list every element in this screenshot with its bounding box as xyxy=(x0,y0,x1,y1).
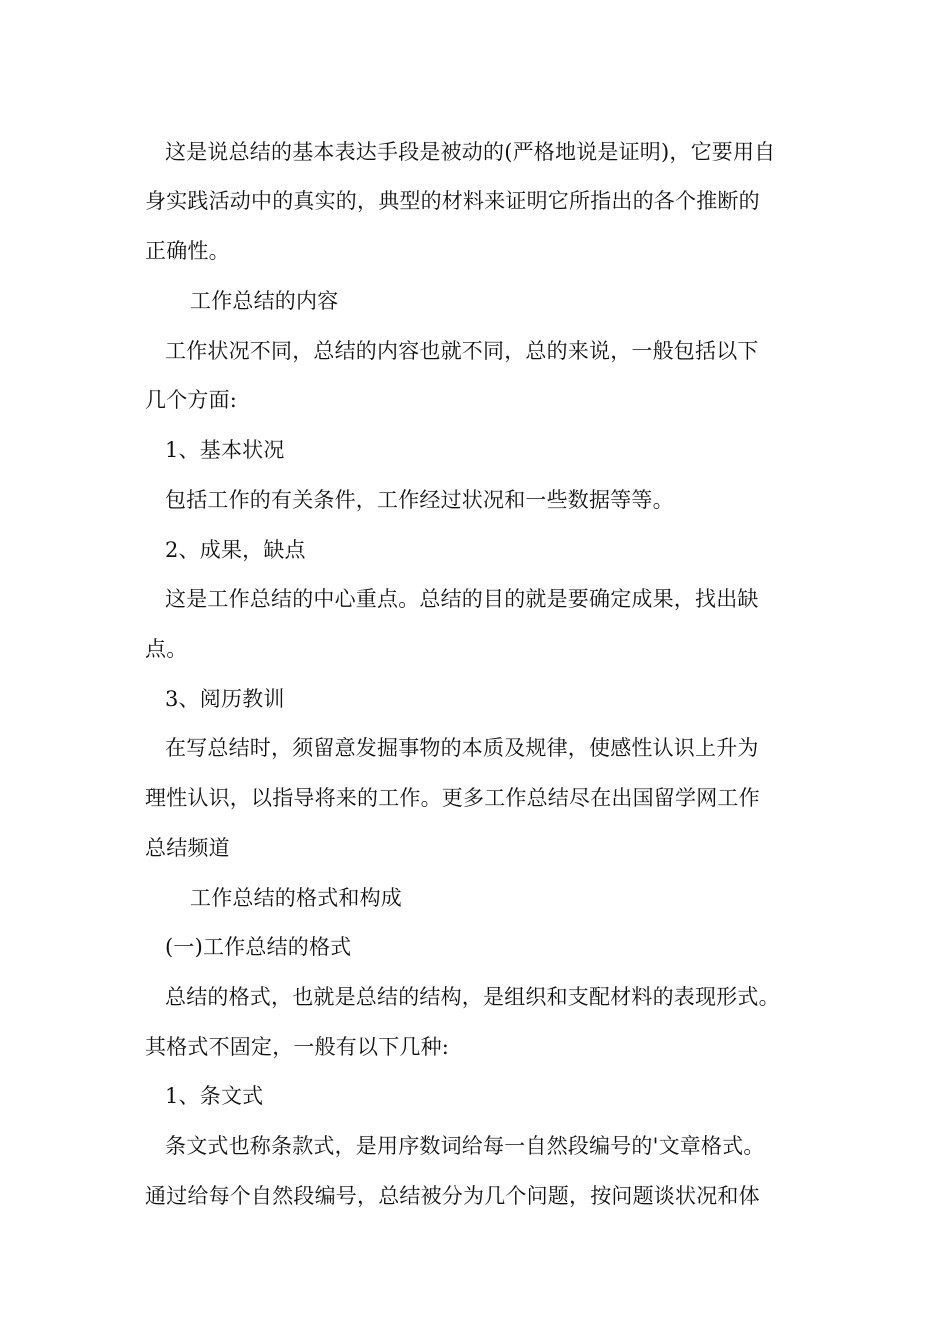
paragraph-line: 正确性。 xyxy=(145,239,230,263)
paragraph-line: 点。 xyxy=(145,637,188,661)
list-item-heading: 1、基本状况 xyxy=(165,438,285,462)
section-heading: 工作总结的内容 xyxy=(190,289,339,313)
paragraph-line: 条文式也称条款式，是用序数词给每一自然段编号的'文章格式。 xyxy=(165,1134,765,1158)
paragraph-line: 身实践活动中的真实的，典型的材料来证明它所指出的各个推断的 xyxy=(145,189,760,213)
paragraph-line: 几个方面: xyxy=(145,388,238,412)
paragraph-line: 包括工作的有关条件，工作经过状况和一些数据等等。 xyxy=(165,488,674,512)
paragraph-line: 在写总结时，须留意发掘事物的本质及规律，使感性认识上升为 xyxy=(165,736,759,760)
paragraph-line: 总结的格式，也就是总结的结构，是组织和支配材料的表现形式。 xyxy=(165,985,780,1009)
paragraph-line: 其格式不固定，一般有以下几种: xyxy=(145,1035,450,1059)
section-heading: 工作总结的格式和构成 xyxy=(190,886,402,910)
paragraph-line: 总结频道 xyxy=(145,836,230,860)
list-item-heading: 3、阅历教训 xyxy=(165,687,285,711)
list-item-heading: 1、条文式 xyxy=(165,1084,264,1108)
paragraph-line: 这是工作总结的中心重点。总结的目的就是要确定成果，找出缺 xyxy=(165,587,759,611)
subsection-heading: (一)工作总结的格式 xyxy=(165,935,352,959)
paragraph-line: 工作状况不同，总结的内容也就不同，总的来说，一般包括以下 xyxy=(165,339,759,363)
paragraph-line: 理性认识，以指导将来的工作。更多工作总结尽在出国留学网工作 xyxy=(145,786,760,810)
paragraph-line: 这是说总结的基本表达手段是被动的(严格地说是证明)，它要用自 xyxy=(165,140,776,164)
list-item-heading: 2、成果，缺点 xyxy=(165,538,306,562)
paragraph-line: 通过给每个自然段编号，总结被分为几个问题，按问题谈状况和体 xyxy=(145,1184,760,1208)
